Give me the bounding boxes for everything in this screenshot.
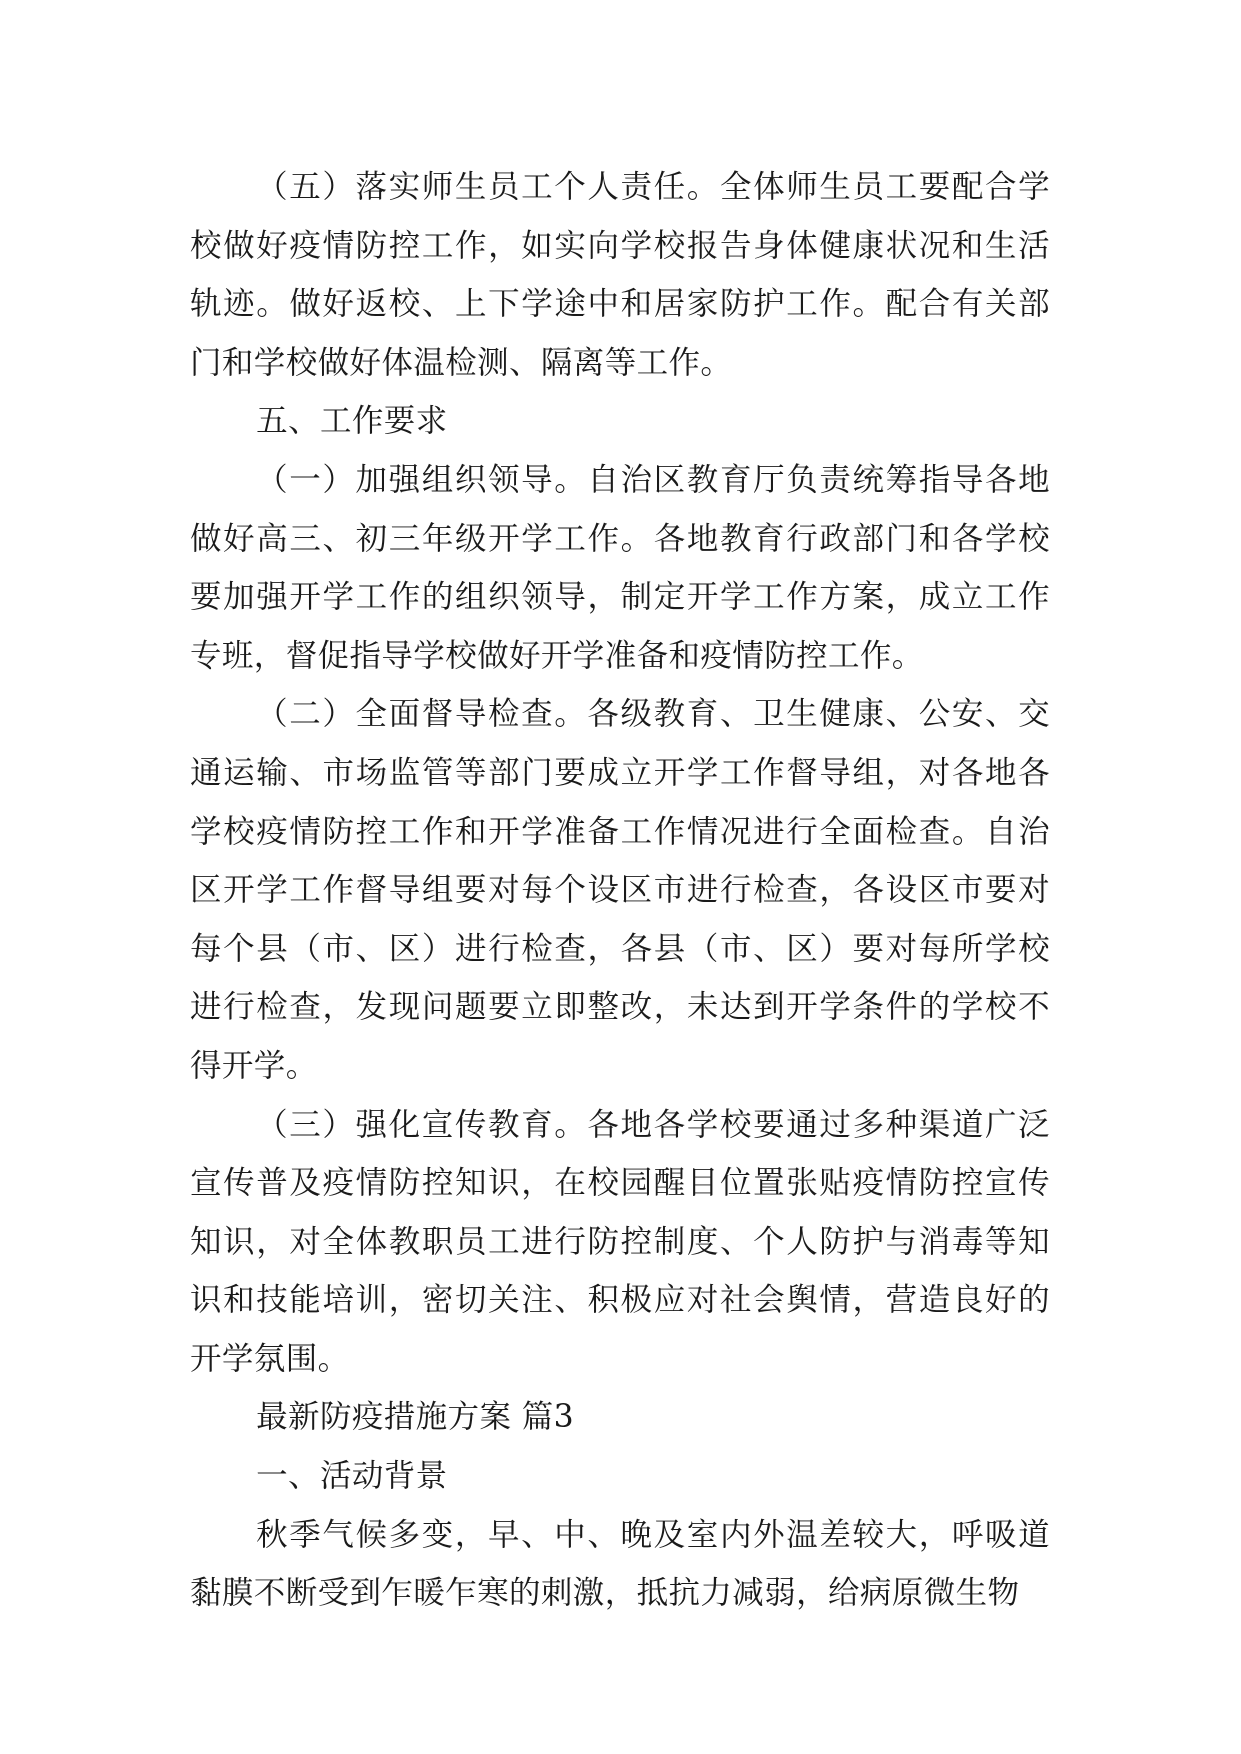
paragraph-autumn-climate: 秋季气候多变，早、中、晚及室内外温差较大，呼吸道黏膜不断受到乍暖乍寒的刺激，抵抗力减弱，给病原微生物: [190, 1516, 1050, 1612]
paragraph-comprehensive-inspection: （二）全面督导检查。各级教育、卫生健康、公安、交通运输、市场监管等部门要成立开学工作督导组，对各地各学校疫情防控工作和开学准备工作情况进行全面检查。自治区开学工作督导组要对每个设区市进行检查，各设区市要对每个县（市、区）进行检查，各县（市、区）要对每所学校进行检查，发现问题要立即整改，未达到开学条件的学校不得开学。: [190, 696, 1050, 1084]
section-heading-activity-background: 一、活动背景: [256, 1458, 448, 1495]
document-body: [190, 158, 1050, 1623]
section-heading-work-requirements: 五、工作要求: [256, 403, 448, 440]
paragraph-teacher-student-responsibility: （五）落实师生员工个人责任。全体师生员工要配合学校做好疫情防控工作，如实向学校报告身体健康状况和生活轨迹。做好返校、上下学途中和居家防护工作。配合有关部门和学校做好体温检测、隔离等工作。: [190, 169, 1050, 381]
paragraph-publicity-education: （三）强化宣传教育。各地各学校要通过多种渠道广泛宣传普及疫情防控知识，在校园醒目位置张贴疫情防控宣传知识，对全体教职员工进行防控制度、个人防护与消毒等知识和技能培训，密切关注、积极应对社会舆情，营造良好的开学氛围。: [190, 1106, 1050, 1377]
paragraph-strengthen-leadership: （一）加强组织领导。自治区教育厅负责统筹指导各地做好高三、初三年级开学工作。各地教育行政部门和各学校要加强开学工作的组织领导，制定开学工作方案，成立工作专班，督促指导学校做好开学准备和疫情防控工作。: [190, 461, 1050, 674]
article-title-plan-3: 最新防疫措施方案 篇3: [256, 1399, 575, 1436]
